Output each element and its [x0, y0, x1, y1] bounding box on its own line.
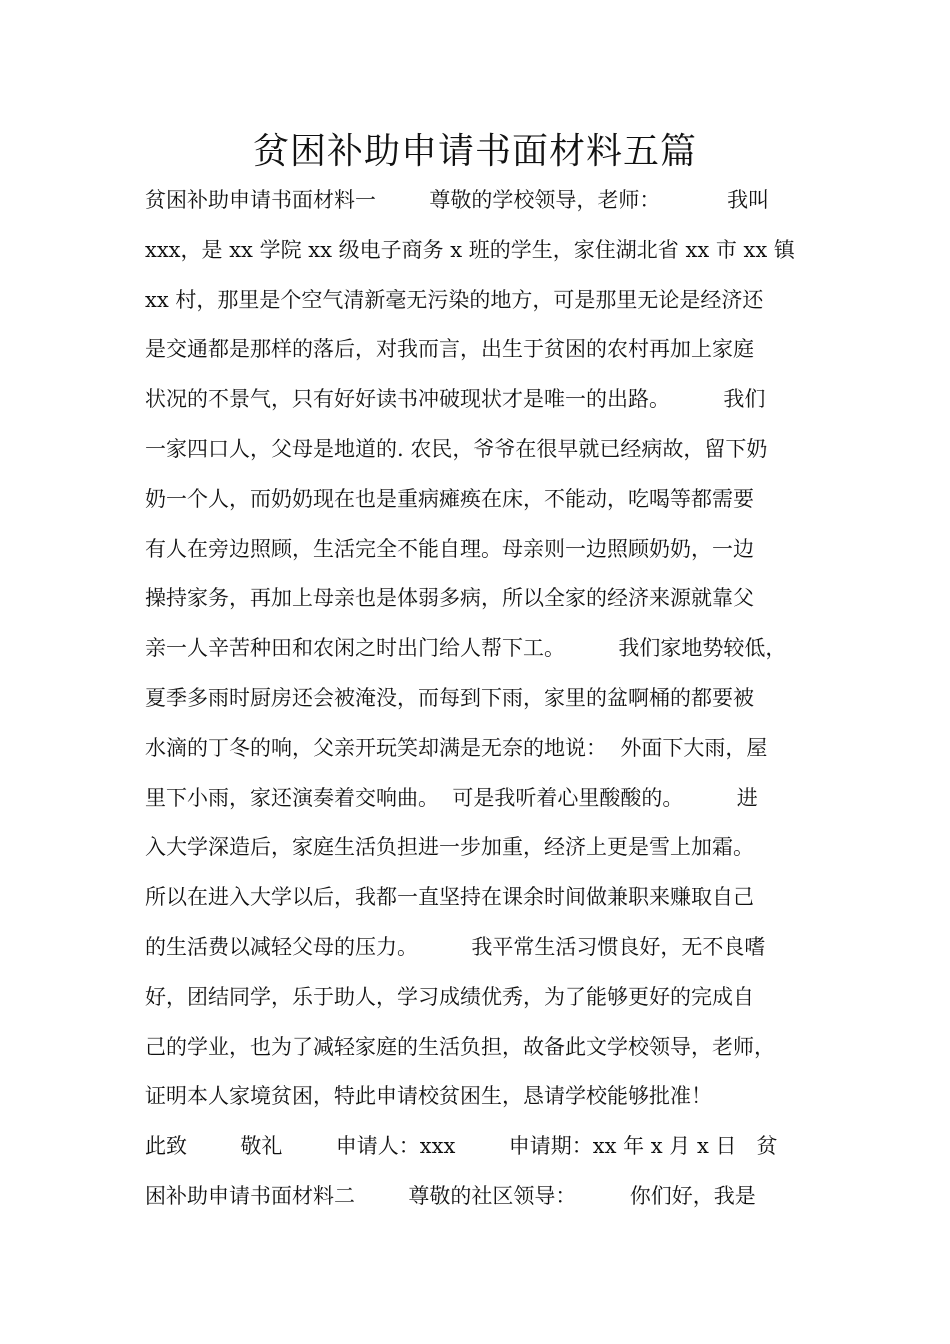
body-line: 奶一个人，而奶奶现在也是重病瘫痪在床，不能动，吃喝等都需要: [145, 486, 754, 511]
body-line: 贫困补助申请书面材料一 尊敬的学校领导，老师： 我叫: [145, 188, 770, 212]
body-line: 困补助申请书面材料二 尊敬的社区领导： 你们好，我是: [145, 1183, 756, 1208]
body-line: 有人在旁边照顾，生活完全不能自理。母亲则一边照顾奶奶，一边: [145, 536, 754, 561]
body-line: 亲一人辛苦种田和农闲之时出门给人帮下工。 我们家地势较低，: [145, 636, 787, 661]
body-line: 状况的不景气，只有好好读书冲破现状才是唯一的出路。 我们: [145, 387, 766, 412]
document-title: 贫困补助申请书面材料五篇: [252, 131, 697, 172]
body-line: 水滴的丁冬的响，父亲开玩笑却满是无奈的地说： 外面下大雨，屋: [145, 735, 768, 760]
body-line: 是交通都是那样的落后，对我而言，出生于贫困的农村再加上家庭: [145, 337, 754, 362]
body-line: 里下小雨，家还演奏着交响曲。 可是我听着心里酸酸的。 进: [145, 785, 758, 810]
body-line: xxx，是 xx 学院 xx 级电子商务 x 班的学生，家住湖北省 xx 市 xx 镇: [145, 237, 795, 262]
body-line: 的生活费以减轻父母的压力。 我平常生活习惯良好，无不良嗜: [145, 934, 766, 959]
body-line: 此致 敬礼 申请人：xxx 申请期：xx 年 x 月 x 日 贫: [145, 1134, 778, 1159]
document-body: [145, 180, 825, 1226]
body-line: 一家四口人，父母是地道的. 农民，爷爷在很早就已经病故，留下奶: [145, 436, 768, 461]
body-line: 入大学深造后，家庭生活负担进一步加重，经济上更是雪上加霜。: [145, 835, 754, 860]
body-line: 操持家务，再加上母亲也是体弱多病，所以全家的经济来源就靠父: [145, 586, 754, 611]
body-line: 所以在进入大学以后，我都一直坚持在课余时间做兼职来赚取自己: [145, 885, 754, 910]
body-line: 好，团结同学，乐于助人，学习成绩优秀，为了能够更好的完成自: [145, 984, 754, 1009]
body-line: 夏季多雨时厨房还会被淹没，而每到下雨，家里的盆啊桶的都要被: [145, 685, 754, 710]
body-line: 己的学业，也为了减轻家庭的生活负担，故备此文学校领导，老师，: [145, 1034, 775, 1059]
body-line: xx 村，那里是个空气清新毫无污染的地方，可是那里无论是经济还: [145, 287, 764, 312]
body-line: 证明本人家境贫困，特此申请校贫困生，恳请学校能够批准！: [145, 1084, 712, 1109]
